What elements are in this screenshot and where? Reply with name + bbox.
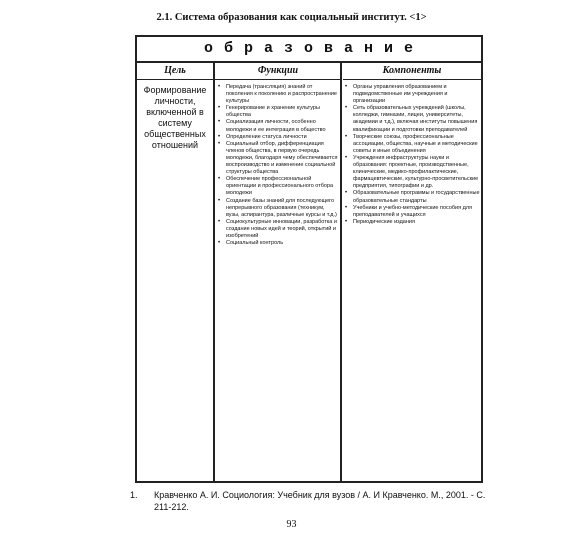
components-list [344,84,480,226]
list-item: • Учреждения инфраструктуры науки и образования: проектные, производственные, клинические, медико-профилактические, фармацевтические, культурно-просветительские предприятия, типографии и др. [344,155,480,190]
list-item: • Творческие союзы, профессиональные ассоциации, общества, научные и методические советы и иные объединения [344,134,480,155]
footnote-text: Кравченко А. И. Социология: Учебник для вузов / А. И Кравченко. М., 2001. - С. 211-212. [154,490,486,512]
list-item: • Обеспечение профессиональной ориентации и профессионального отбора молодежи [217,176,338,197]
goal-text: Формирование личности, включенной в систему общественных отношений [143,85,207,150]
header-goal: Цель [137,61,213,80]
footnote-number: 1. [130,490,138,500]
column-divider [213,61,215,481]
list-item: • Образовательные программы и государственные образовательные стандарты [344,190,480,204]
list-item: • Учебники и учебно-методические пособия для преподавателей и учащихся [344,205,480,219]
page-title: 2.1. Система образования как социальный институт. <1> [156,12,427,23]
list-item: • Генерирование и хранение культуры общества [217,105,338,119]
list-item: • Передача (трансляция) знаний от поколения к поколению и распространение культуры [217,84,338,105]
list-item: • Сеть образовательных учреждений (школы, колледжи, гимназии, лицеи, университеты, академии и т.д.), включая институты повышения квалификации и подготовки преподавателей [344,105,480,133]
list-item: • Определение статуса личности [217,134,338,141]
column-divider [340,61,342,481]
list-item: • Социальный отбор, дифференциация членов общества, в первую очередь молодежи, благодаря чему обеспечивается воспроизводство и изменение социальной структуры общества [217,141,338,176]
functions-list [217,84,338,247]
list-item: • Социальный контроль [217,240,338,247]
list-item: • Создание базы знаний для последующего непрерывного образования (техникум, вузы, аспирантура, различные курсы и т.д.) [217,198,338,219]
education-table [135,35,483,483]
list-item: • Социокультурные инновации, разработка и создание новых идей и теорий, открытий и изобретений [217,219,338,240]
table-banner: о б р а з о в а н и е [137,37,481,63]
header-functions: Функции [215,61,341,80]
list-item: • Периодические издания [344,219,480,226]
list-item: • Социализация личности, особенно молодежи и ее интеграция в общество [217,119,338,133]
list-item: • Органы управления образованием и подведомственные им учреждения и организации [344,84,480,105]
page-number: 93 [286,519,297,530]
header-components: Компоненты [343,61,481,80]
